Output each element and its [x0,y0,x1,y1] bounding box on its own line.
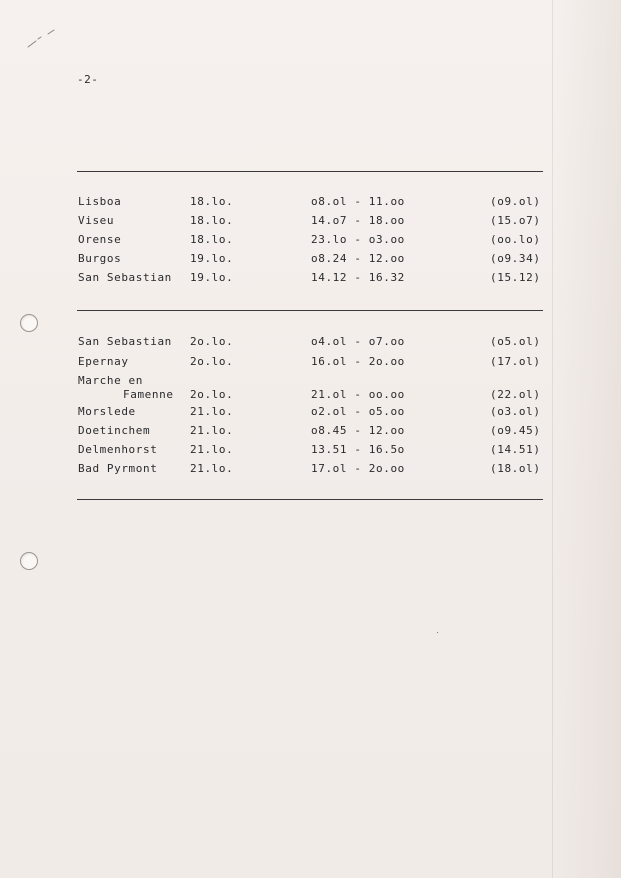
place-cell: Burgos [78,252,122,265]
ref-time-cell: (22.ol) [490,388,541,401]
date-cell: 21.lo. [190,405,234,418]
divider-line [77,310,543,311]
ref-time-cell: (18.ol) [490,462,541,475]
time-cell: 13.51 - 16.5o [311,443,405,456]
date-cell: 18.lo. [190,233,234,246]
divider-line [77,499,543,500]
place-cell: Delmenhorst [78,443,158,456]
date-cell: 21.lo. [190,462,234,475]
paper-crease [552,0,553,878]
time-cell: o8.45 - 12.oo [311,424,405,437]
page-number: -2- [77,73,99,86]
ref-time-cell: (15.12) [490,271,541,284]
time-cell: o8.24 - 12.oo [311,252,405,265]
date-cell: 19.lo. [190,252,234,265]
place-cell: San Sebastian [78,335,172,348]
ref-time-cell: (o9.45) [490,424,541,437]
date-cell: 18.lo. [190,214,234,227]
time-cell: 16.ol - 2o.oo [311,355,405,368]
date-cell: 19.lo. [190,271,234,284]
ref-time-cell: (17.ol) [490,355,541,368]
date-cell: 18.lo. [190,195,234,208]
place-cell: Bad Pyrmont [78,462,158,475]
date-cell: 21.lo. [190,443,234,456]
paper-edge-shade [551,0,621,878]
date-cell: 2o.lo. [190,335,234,348]
date-cell: 2o.lo. [190,355,234,368]
speck-mark [437,632,438,633]
time-cell: o2.ol - o5.oo [311,405,405,418]
ref-time-cell: (o9.ol) [490,195,541,208]
ref-time-cell: (o3.ol) [490,405,541,418]
divider-line [77,171,543,172]
time-cell: 14.12 - 16.32 [311,271,405,284]
punch-hole-icon [20,552,38,570]
time-cell: o4.ol - o7.oo [311,335,405,348]
place-cell: Morslede [78,405,136,418]
ref-time-cell: (oo.lo) [490,233,541,246]
place-cell: Lisboa [78,195,122,208]
place-cell: Epernay [78,355,129,368]
punch-hole-icon [20,314,38,332]
ref-time-cell: (o5.ol) [490,335,541,348]
place-cell: Marche en [78,374,144,387]
place-cell: Orense [78,233,122,246]
place-cell: San Sebastian [78,271,172,284]
time-cell: 14.o7 - 18.oo [311,214,405,227]
date-cell: 2o.lo. [190,388,234,401]
pencil-smudge-mark [24,28,60,50]
time-cell: 23.lo - o3.oo [311,233,405,246]
time-cell: 17.ol - 2o.oo [311,462,405,475]
ref-time-cell: (o9.34) [490,252,541,265]
time-cell: o8.ol - 11.oo [311,195,405,208]
ref-time-cell: (15.o7) [490,214,541,227]
date-cell: 21.lo. [190,424,234,437]
place-cell: Viseu [78,214,115,227]
place-cell-line2: Famenne [123,388,174,401]
time-cell: 21.ol - oo.oo [311,388,405,401]
ref-time-cell: (14.51) [490,443,541,456]
place-cell: Doetinchem [78,424,151,437]
